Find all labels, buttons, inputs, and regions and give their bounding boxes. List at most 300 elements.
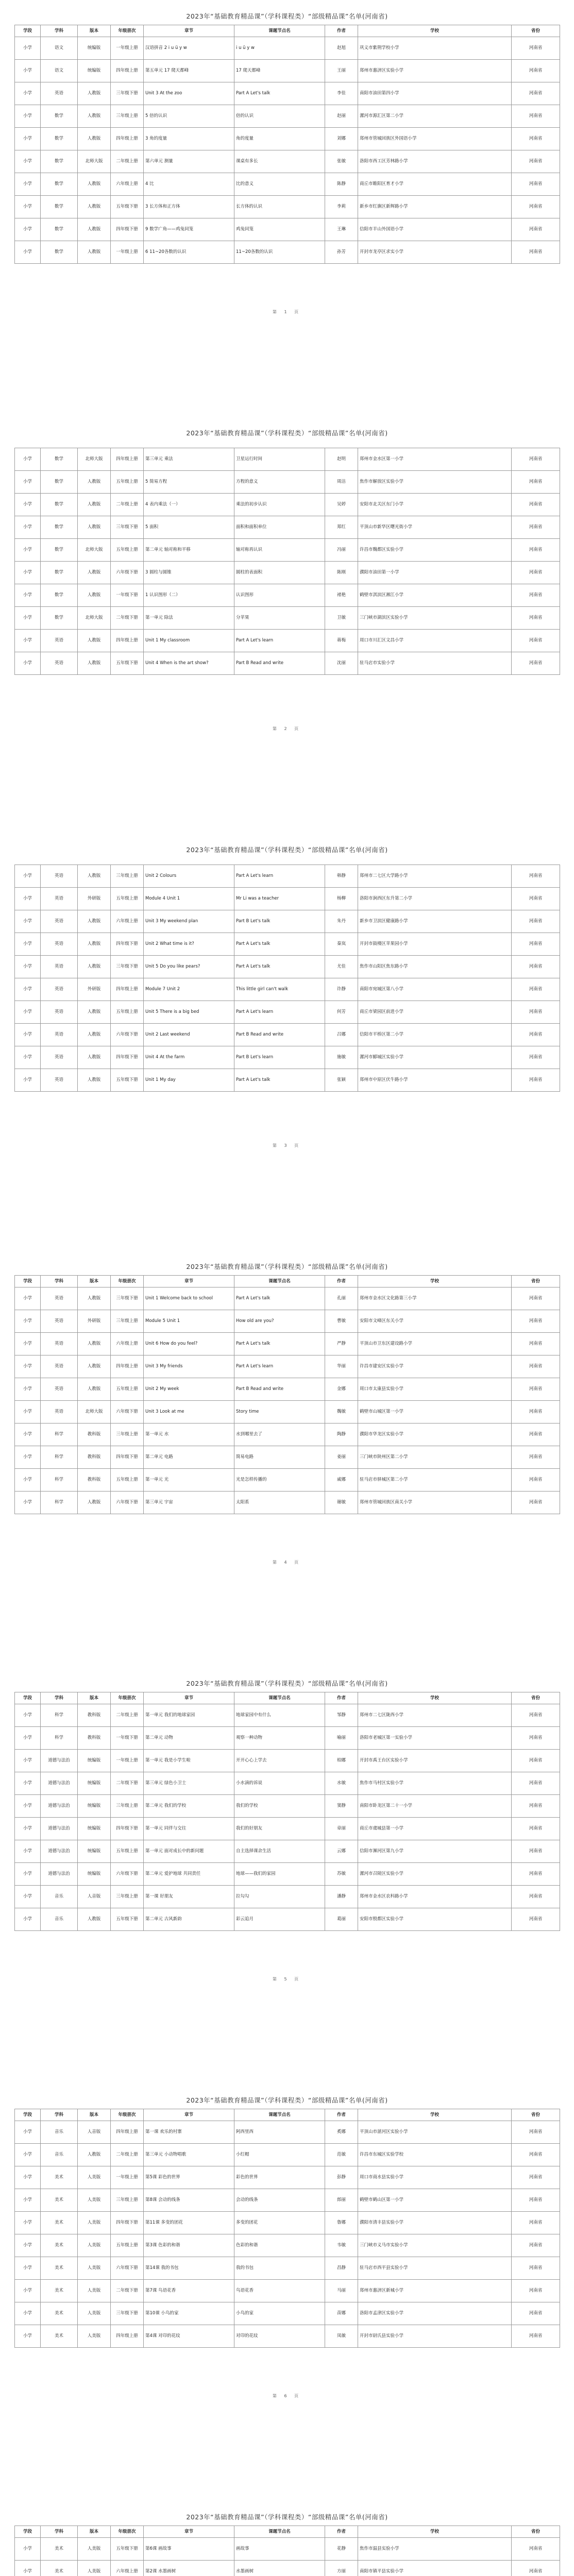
table-cell: 尤佳 (325, 956, 358, 978)
table-row (15, 2212, 560, 2234)
table-cell: Unit 3 My weekend plan (144, 910, 234, 933)
table-cell: 河南省 (512, 1446, 560, 1469)
column-header: 学科 (41, 2526, 78, 2538)
table-cell: 花静 (325, 2538, 358, 2561)
table-cell: 道德与法治 (41, 1863, 78, 1886)
page-number-label: 第 6 页 (272, 2394, 302, 2398)
table-cell: 人教版 (78, 584, 111, 607)
table-cell: 河南省 (512, 1333, 560, 1355)
column-header: 章节 (144, 2526, 234, 2538)
table-cell: 严静 (325, 1333, 358, 1355)
table-cell: 北师大版 (78, 448, 111, 471)
table-cell: 人教版 (78, 1333, 111, 1355)
table-cell: Unit 1 My day (144, 1069, 234, 1092)
table-cell: 人音版 (78, 2121, 111, 2144)
table-cell: 陈静 (325, 173, 358, 196)
table-cell: 平顶山市卫东区建设路小学 (358, 1333, 512, 1355)
table-cell: 长方体的认识 (234, 196, 325, 218)
table-cell: 河南省 (512, 1772, 560, 1795)
table-cell: 统编版 (78, 1772, 111, 1795)
table-row (15, 105, 560, 128)
table-cell: 阿西里西 (234, 2121, 325, 2144)
table-cell: 新乡市红旗区新辉路小学 (358, 196, 512, 218)
table-cell: 小学 (15, 2189, 41, 2212)
table-cell: 小学 (15, 2212, 41, 2234)
table-cell: 英语 (41, 956, 78, 978)
table-cell: 方程的意义 (234, 471, 325, 494)
table-row (15, 2121, 560, 2144)
table-cell: 小学 (15, 978, 41, 1001)
table-cell: 人教版 (78, 910, 111, 933)
table-cell: 小学 (15, 1727, 41, 1750)
table-cell: 3 圆柱与圆锥 (144, 562, 234, 584)
table-cell: 美术 (41, 2325, 78, 2348)
table-cell: 河南省 (512, 539, 560, 562)
table-cell: 美术 (41, 2538, 78, 2561)
table-cell: 河南省 (512, 2302, 560, 2325)
table-cell: 观察一种动物 (234, 1727, 325, 1750)
table-cell: 李莉 (325, 196, 358, 218)
table-cell: Unit 5 There is a big bed (144, 1001, 234, 1024)
document-page (0, 1667, 574, 2084)
table-row (15, 652, 560, 675)
table-cell: 六年级下册 (111, 1401, 144, 1423)
table-cell: 小学 (15, 562, 41, 584)
column-header: 学段 (15, 25, 41, 37)
table-cell: 美术 (41, 2280, 78, 2302)
table-cell: 人音版 (78, 1886, 111, 1908)
table-cell: 人教版 (78, 1492, 111, 1514)
table-cell: 郑州市二七区大学路小学 (358, 865, 512, 888)
table-cell: 河南省 (512, 1863, 560, 1886)
table-row (15, 494, 560, 516)
column-header: 学校 (358, 1692, 512, 1704)
table-cell: 河南省 (512, 218, 560, 241)
table-cell: 赵明 (325, 448, 358, 471)
table-row (15, 1886, 560, 1908)
column-header: 学科 (41, 1692, 78, 1704)
table-cell: 曹敏 (325, 1310, 358, 1333)
table-cell: 数学 (41, 128, 78, 150)
table-cell: 人教版 (78, 1378, 111, 1401)
table-cell: Unit 3 At the zoo (144, 82, 234, 105)
table-cell: Mr Li was a teacher (234, 888, 325, 910)
table-cell: 三年级上册 (111, 1310, 144, 1333)
table-cell: 英语 (41, 910, 78, 933)
table-cell: 统编版 (78, 1750, 111, 1772)
column-header: 课题节点名 (234, 1276, 325, 1287)
list-table (14, 1692, 560, 1931)
column-header: 版本 (78, 1692, 111, 1704)
table-cell: 3 角的度量 (144, 128, 234, 150)
table-cell: 华丽 (325, 1355, 358, 1378)
table-cell: 河南省 (512, 1840, 560, 1863)
table-cell: 人美版 (78, 2257, 111, 2280)
page-title: 2023年“基础教育精品课”（学科课程类）“部级精品课”名单(河南省) (186, 12, 388, 20)
table-cell: 英语 (41, 1046, 78, 1069)
table-cell: 水墨画树 (234, 2561, 325, 2576)
table-cell: 教科版 (78, 1469, 111, 1492)
table-cell: Part A Let's talk (234, 956, 325, 978)
table-cell: 河南省 (512, 494, 560, 516)
table-cell: 周口市商水县实验小学 (358, 2166, 512, 2189)
column-header: 学科 (41, 2109, 78, 2121)
table-cell: 小水滴的诉说 (234, 1772, 325, 1795)
table-cell: Unit 2 Last weekend (144, 1024, 234, 1046)
table-cell: 商丘市虞城县第一小学 (358, 1818, 512, 1840)
page-title: 2023年“基础教育精品课”（学科课程类）“部级精品课”名单(河南省) (186, 1680, 388, 1687)
table-cell: 人教版 (78, 173, 111, 196)
table-cell: 四年级下册 (111, 2212, 144, 2234)
column-header: 学段 (15, 2109, 41, 2121)
table-cell: 小学 (15, 37, 41, 60)
table-cell: 四年级上册 (111, 978, 144, 1001)
column-header: 课题节点名 (234, 2109, 325, 2121)
column-header: 年级册次 (111, 1276, 144, 1287)
table-cell: 邹静 (325, 1704, 358, 1727)
table-cell: 第二单元 电路 (144, 1446, 234, 1469)
table-cell: 郑州市金水区农科路小学 (358, 1886, 512, 1908)
table-cell: 河南省 (512, 1287, 560, 1310)
table-cell: 沈丽 (325, 652, 358, 675)
table-cell: 比的意义 (234, 173, 325, 196)
table-cell: 乘法的初步认识 (234, 494, 325, 516)
column-header: 省份 (512, 1692, 560, 1704)
table-cell: 濮阳市油田第一小学 (358, 562, 512, 584)
table-cell: 人教版 (78, 494, 111, 516)
table-cell: 小学 (15, 516, 41, 539)
table-cell: 数学 (41, 241, 78, 264)
table-cell: 人教版 (78, 218, 111, 241)
table-cell: 河南省 (512, 2234, 560, 2257)
table-cell: This little girl can't walk (234, 978, 325, 1001)
table-cell: 河南省 (512, 607, 560, 630)
table-cell: 人教版 (78, 652, 111, 675)
table-cell: 河南省 (512, 1469, 560, 1492)
table-cell: Part A Let's talk (234, 933, 325, 956)
table-cell: 赵丽 (325, 105, 358, 128)
table-cell: 河南省 (512, 1423, 560, 1446)
table-cell: 一年级上册 (111, 2166, 144, 2189)
table-cell: 葛丽 (325, 1908, 358, 1931)
table-cell: 柏娜 (325, 1750, 358, 1772)
table-cell: 人教版 (78, 471, 111, 494)
table-row (15, 1727, 560, 1750)
table-cell: 小学 (15, 1423, 41, 1446)
table-cell: 统编版 (78, 37, 111, 60)
table-cell: 张敏 (325, 150, 358, 173)
table-cell: 人教版 (78, 630, 111, 652)
table-cell: 河南省 (512, 1401, 560, 1423)
table-cell: 鹤壁市淇滨区湘江小学 (358, 584, 512, 607)
table-cell: 小学 (15, 652, 41, 675)
table-cell: 美术 (41, 2257, 78, 2280)
table-cell: Unit 2 My week (144, 1378, 234, 1401)
table-cell: 郑红 (325, 516, 358, 539)
table-cell: 数学 (41, 218, 78, 241)
table-row (15, 1287, 560, 1310)
table-cell: 河南省 (512, 1069, 560, 1092)
table-cell: 倍的认识 (234, 105, 325, 128)
table-cell: 周口市川汇区文昌小学 (358, 630, 512, 652)
table-cell: 三年级下册 (111, 516, 144, 539)
table-cell: 人教版 (78, 105, 111, 128)
table-cell: 河南省 (512, 2166, 560, 2189)
table-cell: 小学 (15, 494, 41, 516)
table-cell: 河南省 (512, 1750, 560, 1772)
table-cell: 英语 (41, 82, 78, 105)
table-cell: 陈刚 (325, 562, 358, 584)
table-cell: 刘娜 (325, 128, 358, 150)
table-cell: 人教版 (78, 241, 111, 264)
table-cell: Part A Let's talk (234, 1069, 325, 1092)
table-cell: 彭静 (325, 2166, 358, 2189)
table-cell: 驻马店市驿城区第二小学 (358, 1469, 512, 1492)
table-cell: 4 表内乘法（一） (144, 494, 234, 516)
header-row (15, 25, 560, 37)
page-number-label: 第 3 页 (272, 1143, 302, 1148)
table-cell: 郑州市二七区陇西小学 (358, 1704, 512, 1727)
table-cell: 外研版 (78, 888, 111, 910)
table-cell: 人教版 (78, 196, 111, 218)
table-cell: 卫星运行时间 (234, 448, 325, 471)
page-title: 2023年“基础教育精品课”（学科课程类）“部级精品课”名单(河南省) (186, 429, 388, 437)
table-cell: 河南省 (512, 584, 560, 607)
table-cell: Part A Let's talk (234, 1287, 325, 1310)
table-row (15, 1469, 560, 1492)
table-cell: 第三单元 绿色小卫士 (144, 1772, 234, 1795)
table-cell: 金娜 (325, 1378, 358, 1401)
table-row (15, 1401, 560, 1423)
list-table (14, 1275, 560, 1514)
table-cell: Unit 3 My friends (144, 1355, 234, 1378)
table-cell: 冯丽 (325, 539, 358, 562)
table-cell: 数学 (41, 607, 78, 630)
list-table (14, 448, 560, 675)
table-cell: 南阳市宛城区第八小学 (358, 978, 512, 1001)
table-row (15, 607, 560, 630)
table-cell: 四年级下册 (111, 1046, 144, 1069)
page-number (0, 2393, 574, 2399)
table-cell: 音乐 (41, 1886, 78, 1908)
table-cell: 小学 (15, 1001, 41, 1024)
table-cell: Module 4 Unit 1 (144, 888, 234, 910)
table-cell: 王琳 (325, 218, 358, 241)
table-cell: 商丘市睢阳区育才小学 (358, 173, 512, 196)
table-cell: 小学 (15, 1818, 41, 1840)
table-cell: 郑州市金水区文化路第三小学 (358, 1287, 512, 1310)
table-cell: 河南省 (512, 105, 560, 128)
table-cell: Part A Let's learn (234, 865, 325, 888)
table-cell: 数学 (41, 196, 78, 218)
table-cell: 一年级下册 (111, 584, 144, 607)
table-cell: 三年级上册 (111, 1886, 144, 1908)
table-cell: 小学 (15, 1908, 41, 1931)
table-cell: 数学 (41, 471, 78, 494)
table-cell: Unit 4 At the farm (144, 1046, 234, 1069)
table-cell: 英语 (41, 888, 78, 910)
table-cell: 四年级下册 (111, 933, 144, 956)
table-cell: 数学 (41, 448, 78, 471)
column-header: 作者 (325, 2526, 358, 2538)
table-cell: 云娜 (325, 1840, 358, 1863)
table-cell: 许昌市魏都区实验小学 (358, 539, 512, 562)
table-cell: 第一单元 面对成长中的新问题 (144, 1840, 234, 1863)
table-row (15, 173, 560, 196)
table-cell: 第一课 欢乐的村寨 (144, 2121, 234, 2144)
table-cell: 对印的花纹 (234, 2325, 325, 2348)
table-cell: 第三单元 小动物唱歌 (144, 2144, 234, 2166)
page-title: 2023年“基础教育精品课”（学科课程类）“部级精品课”名单(河南省) (186, 1263, 388, 1270)
table-row (15, 910, 560, 933)
table-cell: 潘静 (325, 1886, 358, 1908)
table-cell: 教科版 (78, 1423, 111, 1446)
table-cell: 科学 (41, 1492, 78, 1514)
column-header: 作者 (325, 25, 358, 37)
table-cell: 五年级上册 (111, 1001, 144, 1024)
table-cell: 美术 (41, 2234, 78, 2257)
table-cell: 戚娜 (325, 1469, 358, 1492)
column-header: 学段 (15, 1692, 41, 1704)
table-cell: 吕娜 (325, 1024, 358, 1046)
table-cell: 小学 (15, 2538, 41, 2561)
table-cell: 四年级上册 (111, 60, 144, 82)
table-cell: 凤敏 (325, 2325, 358, 2348)
table-cell: 小学 (15, 1863, 41, 1886)
table-cell: 鸟语花香 (234, 2280, 325, 2302)
table-cell: 河南省 (512, 2561, 560, 2576)
table-cell: 人教版 (78, 1908, 111, 1931)
table-row (15, 1908, 560, 1931)
table-cell: Unit 6 How do you feel? (144, 1333, 234, 1355)
table-cell: 六年级下册 (111, 1024, 144, 1046)
table-cell: 人教版 (78, 1069, 111, 1092)
table-cell: 人教版 (78, 956, 111, 978)
table-cell: 人教版 (78, 562, 111, 584)
table-row (15, 2302, 560, 2325)
table-cell: 统编版 (78, 1795, 111, 1818)
table-cell: 河南省 (512, 60, 560, 82)
table-cell: 音乐 (41, 2144, 78, 2166)
table-cell: 课桌有多长 (234, 150, 325, 173)
column-header: 章节 (144, 1276, 234, 1287)
table-row (15, 1863, 560, 1886)
table-row (15, 1001, 560, 1024)
table-cell: 一年级上册 (111, 241, 144, 264)
column-header: 课题节点名 (234, 1692, 325, 1704)
table-cell: 统编版 (78, 1840, 111, 1863)
table-row (15, 2166, 560, 2189)
table-cell: 窦静 (325, 1795, 358, 1818)
table-cell: 6 11~20各数的认识 (144, 241, 234, 264)
table-row (15, 562, 560, 584)
table-cell: 许静 (325, 978, 358, 1001)
table-cell: 第二单元 古风新韵 (144, 1908, 234, 1931)
table-cell: 二年级下册 (111, 607, 144, 630)
table-cell: 卫敏 (325, 607, 358, 630)
table-cell: 何芳 (325, 1001, 358, 1024)
table-cell: 小学 (15, 218, 41, 241)
table-cell: 小红帽 (234, 2144, 325, 2166)
page-title: 2023年“基础教育精品课”（学科课程类）“部级精品课”名单(河南省) (186, 2096, 388, 2104)
table-cell: 河南省 (512, 2257, 560, 2280)
table-cell: 英语 (41, 1355, 78, 1378)
table-cell: 三年级下册 (111, 2302, 144, 2325)
table-cell: 焦作市解放区实验小学 (358, 471, 512, 494)
table-cell: 巩义市紫荆学校小学 (358, 37, 512, 60)
table-cell: 外研版 (78, 1310, 111, 1333)
table-cell: 人教版 (78, 1046, 111, 1069)
table-cell: 第5课 彩色的世界 (144, 2166, 234, 2189)
table-cell: 鲁娜 (325, 2212, 358, 2234)
table-cell: 漯河市郾城区实验小学 (358, 1046, 512, 1069)
list-table (14, 25, 560, 264)
table-cell: 英语 (41, 630, 78, 652)
table-cell: 河南省 (512, 1492, 560, 1514)
table-cell: 四年级下册 (111, 1818, 144, 1840)
table-cell: 小学 (15, 1333, 41, 1355)
table-cell: 马丽 (325, 2280, 358, 2302)
table-cell: 五年级上册 (111, 471, 144, 494)
list-table (14, 2109, 560, 2348)
table-cell: 小学 (15, 2325, 41, 2348)
table-cell: 数学 (41, 173, 78, 196)
table-cell: Module 5 Unit 1 (144, 1310, 234, 1333)
table-cell: 小学 (15, 888, 41, 910)
table-cell: 河南省 (512, 448, 560, 471)
table-cell: 四年级下册 (111, 1446, 144, 1469)
column-header: 课题节点名 (234, 25, 325, 37)
table-cell: Part B Read and write (234, 1378, 325, 1401)
table-cell: 河南省 (512, 865, 560, 888)
table-cell: 教科版 (78, 1446, 111, 1469)
table-cell: 英语 (41, 978, 78, 1001)
table-cell: 陶静 (325, 1423, 358, 1446)
column-header: 省份 (512, 2109, 560, 2121)
table-cell: 开封市尉氏县实验小学 (358, 2325, 512, 2348)
table-cell: 人美版 (78, 2212, 111, 2234)
table-cell: 五年级上册 (111, 1840, 144, 1863)
table-cell: 音乐 (41, 2121, 78, 2144)
table-cell: 平顶山市湛河区实验小学 (358, 2121, 512, 2144)
column-header: 作者 (325, 1276, 358, 1287)
table-cell: 人教版 (78, 82, 111, 105)
table-cell: 鸡兔同笼 (234, 218, 325, 241)
table-row (15, 865, 560, 888)
table-cell: 北师大版 (78, 607, 111, 630)
table-cell: Unit 4 When is the art show? (144, 652, 234, 675)
table-cell: 第一单元 除法 (144, 607, 234, 630)
table-cell: 褚艳 (325, 584, 358, 607)
table-cell: 北师大版 (78, 539, 111, 562)
table-row (15, 2538, 560, 2561)
table-cell: Part B Read and write (234, 1024, 325, 1046)
table-row (15, 630, 560, 652)
table-row (15, 978, 560, 1001)
page-number (0, 1560, 574, 1565)
page-number (0, 309, 574, 315)
table-cell: 二年级下册 (111, 1772, 144, 1795)
table-cell: 三门峡市义马市实验小学 (358, 2234, 512, 2257)
table-cell: 施敏 (325, 1046, 358, 1069)
table-cell: 四年级上册 (111, 630, 144, 652)
table-cell: 教科版 (78, 1727, 111, 1750)
table-cell: 第10课 小鸟的家 (144, 2302, 234, 2325)
table-cell: 河南省 (512, 1310, 560, 1333)
column-header: 版本 (78, 2526, 111, 2538)
table-cell: 昌静 (325, 2257, 358, 2280)
table-cell: 拉勾勾 (234, 1886, 325, 1908)
